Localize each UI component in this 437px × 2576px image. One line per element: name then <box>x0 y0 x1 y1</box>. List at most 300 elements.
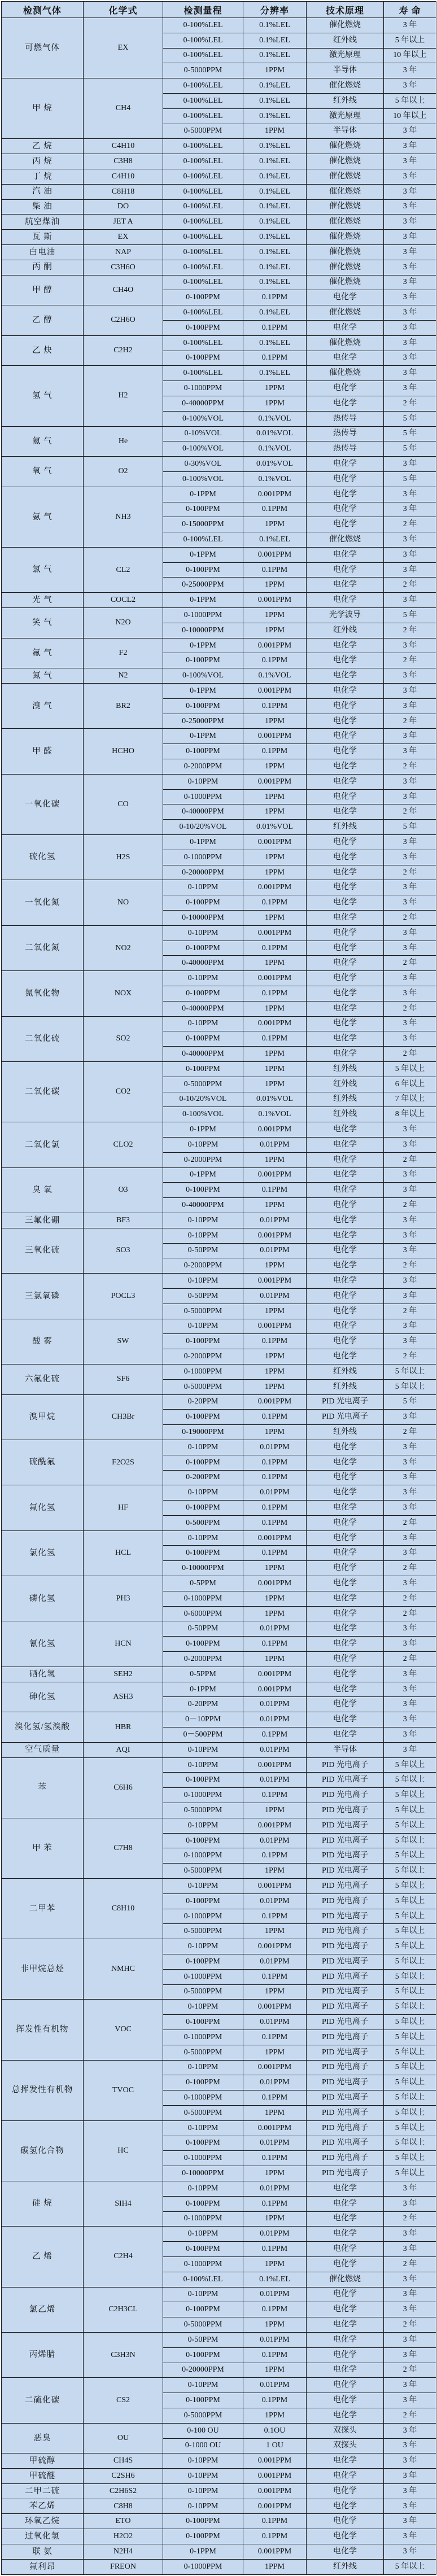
principle-cell: PID 光电离子 <box>307 2060 384 2075</box>
resolution-cell: 0.1%VOL <box>243 411 307 426</box>
resolution-cell: 0.01PPM <box>243 1773 307 1788</box>
formula-cell: PH3 <box>84 1576 163 1621</box>
formula-cell: SO3 <box>84 1228 163 1273</box>
principle-cell: 催化燃烧 <box>307 275 384 290</box>
principle-cell: 催化燃烧 <box>307 230 384 245</box>
resolution-cell: 1PPM <box>243 2559 307 2574</box>
range-cell: 0-40000PPM <box>163 956 243 971</box>
lifespan-cell: 3 年 <box>384 638 436 653</box>
range-cell: 0-100PPM <box>163 1334 243 1349</box>
range-cell: 0-50PPM <box>163 1621 243 1637</box>
range-cell: 0-100PPM <box>163 2136 243 2151</box>
range-cell: 0-5PPM <box>163 1576 243 1591</box>
lifespan-cell: 3 年 <box>384 1274 436 1289</box>
resolution-cell: 1PPM <box>243 2166 307 2181</box>
range-cell: 0-10%VOL <box>163 426 243 441</box>
range-cell: 0-100PPM <box>163 2347 243 2363</box>
resolution-cell: 0.001PPM <box>243 1122 307 1138</box>
formula-cell: HCL <box>84 1530 163 1576</box>
gas-name-cell: 二氧化硫 <box>2 1016 84 1061</box>
range-cell: 0-100%LEL <box>163 532 243 548</box>
gas-name-cell: 总挥发性有机物 <box>2 2060 84 2120</box>
lifespan-cell: 3 年 <box>384 880 436 895</box>
principle-cell: 电化学 <box>307 880 384 895</box>
resolution-cell: 0.1PPM <box>243 698 307 714</box>
resolution-cell: 0.001PPM <box>243 729 307 744</box>
range-cell: 0-100%LEL <box>163 335 243 351</box>
range-cell: 0-5000PPM <box>163 1077 243 1092</box>
formula-cell: CO <box>84 774 163 834</box>
formula-cell: C3H6O <box>84 260 163 275</box>
resolution-cell: 0.001PPM <box>243 638 307 653</box>
resolution-cell: 0.1PPM <box>243 2529 307 2544</box>
resolution-cell: 0.001PPM <box>243 2000 307 2015</box>
formula-cell: N2H4 <box>84 2544 163 2560</box>
gas-name-cell: 氟 气 <box>2 638 84 668</box>
resolution-cell: 0.001PPM <box>243 1319 307 1334</box>
lifespan-cell: 3 年 <box>384 184 436 199</box>
lifespan-cell: 3 年 <box>384 1637 436 1652</box>
resolution-cell: 0.001PPM <box>243 1757 307 1773</box>
resolution-cell: 1PPM <box>243 1349 307 1364</box>
resolution-cell: 0.1%LEL <box>243 139 307 154</box>
header-lifespan: 寿 命 <box>384 2 436 18</box>
table-row <box>2 1939 436 1954</box>
resolution-cell: 0.001PPM <box>243 1016 307 1031</box>
principle-cell: 电化学 <box>307 2499 384 2514</box>
range-cell: 0-100 OU <box>163 2423 243 2438</box>
principle-cell: 热传导 <box>307 411 384 426</box>
lifespan-cell: 3 年 <box>384 850 436 865</box>
resolution-cell: 0.01PPM <box>243 1742 307 1757</box>
principle-cell: 电化学 <box>307 517 384 532</box>
principle-cell: 催化燃烧 <box>307 139 384 154</box>
formula-cell: TVOC <box>84 2060 163 2120</box>
lifespan-cell: 7 年以上 <box>384 1092 436 1107</box>
table-row <box>2 457 436 472</box>
lifespan-cell: 3 年 <box>384 78 436 94</box>
principle-cell: PID 光电离子 <box>307 1893 384 1909</box>
formula-cell: C7H8 <box>84 1818 163 1878</box>
resolution-cell: 0.1%LEL <box>243 33 307 48</box>
lifespan-cell: 5 年以上 <box>384 1848 436 1864</box>
lifespan-cell: 3 年 <box>384 1122 436 1138</box>
range-cell: 0-5000PPM <box>163 1984 243 2000</box>
formula-cell: CH4S <box>84 2453 163 2469</box>
principle-cell: 半导体 <box>307 63 384 78</box>
principle-cell: 电化学 <box>307 2302 384 2317</box>
formula-cell: SIH4 <box>84 2181 163 2226</box>
formula-cell: EX <box>84 18 163 78</box>
resolution-cell: 1PPM <box>243 956 307 971</box>
lifespan-cell: 3 年 <box>384 1742 436 1757</box>
range-cell: 0-10PPM <box>163 880 243 895</box>
principle-cell: 电化学 <box>307 2227 384 2242</box>
range-cell: 0-100%VOL <box>163 471 243 487</box>
range-cell: 0-100PPM <box>163 1833 243 1848</box>
table-row <box>2 305 436 321</box>
table-row <box>2 2181 436 2196</box>
resolution-cell: 0.001PPM <box>243 1682 307 1697</box>
range-cell: 0-100PPM <box>163 1455 243 1470</box>
range-cell: 0-10PPM <box>163 1274 243 1289</box>
gas-name-cell: 空气质量 <box>2 1742 84 1757</box>
principle-cell: 红外线 <box>307 33 384 48</box>
range-cell: 0-10PPM <box>163 1016 243 1031</box>
principle-cell: PID 光电离子 <box>307 2166 384 2181</box>
resolution-cell: 1PPM <box>243 1425 307 1440</box>
range-cell: 0-10/20%VOL <box>163 820 243 835</box>
lifespan-cell: 3 年 <box>384 457 436 472</box>
gas-name-cell: 氟利昂 <box>2 2559 84 2574</box>
range-cell: 0-1000PPM <box>163 1591 243 1606</box>
principle-cell: 电化学 <box>307 774 384 789</box>
table-row <box>2 1879 436 1894</box>
lifespan-cell: 2 年 <box>384 865 436 880</box>
range-cell: 0－10PPM <box>163 1712 243 1727</box>
formula-cell: C8H8 <box>84 2499 163 2514</box>
table-row <box>2 487 436 502</box>
principle-cell: 电化学 <box>307 1440 384 1455</box>
lifespan-cell: 3 年 <box>384 320 436 335</box>
principle-cell: PID 光电离子 <box>307 2075 384 2090</box>
lifespan-cell: 5 年以上 <box>384 1864 436 1879</box>
lifespan-cell: 3 年 <box>384 1470 436 1485</box>
resolution-cell: 0.001PPM <box>243 2499 307 2514</box>
resolution-cell: 1PPM <box>243 789 307 804</box>
table-row <box>2 199 436 215</box>
principle-cell: 双探头 <box>307 2423 384 2438</box>
lifespan-cell: 2 年 <box>384 956 436 971</box>
gas-name-cell: 乙 醇 <box>2 305 84 336</box>
range-cell: 0-10PPM <box>163 1485 243 1501</box>
lifespan-cell: 5 年以上 <box>384 2559 436 2574</box>
range-cell: 0-100PPM <box>163 941 243 956</box>
principle-cell: 电化学 <box>307 1727 384 1743</box>
range-cell: 0-100PPM <box>163 2514 243 2529</box>
principle-cell: 电化学 <box>307 1501 384 1516</box>
range-cell: 0-10PPM <box>163 971 243 986</box>
principle-cell: 催化燃烧 <box>307 305 384 321</box>
principle-cell: 催化燃烧 <box>307 260 384 275</box>
range-cell: 0-10PPM <box>163 1818 243 1833</box>
gas-name-cell: 一氧化氮 <box>2 880 84 925</box>
resolution-cell: 1PPM <box>243 1258 307 1274</box>
principle-cell: 电化学 <box>307 698 384 714</box>
lifespan-cell: 3 年 <box>384 2499 436 2514</box>
table-row <box>2 1319 436 1334</box>
resolution-cell: 1PPM <box>243 1304 307 1319</box>
principle-cell: 电化学 <box>307 1621 384 1637</box>
principle-cell: PID 光电离子 <box>307 2015 384 2030</box>
range-cell: 0-1000PPM <box>163 381 243 396</box>
lifespan-cell: 3 年 <box>384 1228 436 1243</box>
resolution-cell: 0.1PPM <box>243 1546 307 1561</box>
resolution-cell: 0.1PPM <box>243 2242 307 2257</box>
formula-cell: H2 <box>84 366 163 426</box>
formula-cell: C2SH6 <box>84 2469 163 2484</box>
principle-cell: 红外线 <box>307 1107 384 1122</box>
resolution-cell: 0.001PPM <box>243 487 307 502</box>
range-cell: 0-100PPM <box>163 502 243 517</box>
lifespan-cell: 5 年以上 <box>384 93 436 108</box>
principle-cell: PID 光电离子 <box>307 1757 384 1773</box>
resolution-cell: 0.001PPM <box>243 593 307 608</box>
range-cell: 0－500PPM <box>163 1727 243 1743</box>
principle-cell: 电化学 <box>307 850 384 865</box>
lifespan-cell: 5 年以上 <box>384 2015 436 2030</box>
resolution-cell: 0.1PPM <box>243 2302 307 2317</box>
principle-cell: 半导体 <box>307 124 384 139</box>
formula-cell: BR2 <box>84 684 163 729</box>
range-cell: 0-100PPM <box>163 2242 243 2257</box>
principle-cell: 电化学 <box>307 1455 384 1470</box>
table-row <box>2 1061 436 1077</box>
range-cell: 0-100%LEL <box>163 305 243 321</box>
principle-cell: 催化燃烧 <box>307 154 384 169</box>
gas-name-cell: 溴化氢/氢溴酸 <box>2 1712 84 1743</box>
principle-cell: 电化学 <box>307 1712 384 1727</box>
resolution-cell: 0.1%LEL <box>243 93 307 108</box>
principle-cell: 红外线 <box>307 93 384 108</box>
principle-cell: 电化学 <box>307 925 384 941</box>
range-cell: 0-100%LEL <box>163 139 243 154</box>
lifespan-cell: 2 年 <box>384 623 436 638</box>
table-row <box>2 2453 436 2469</box>
range-cell: 0-6000PPM <box>163 1606 243 1621</box>
lifespan-cell: 2 年 <box>384 1258 436 1274</box>
table-row <box>2 835 436 850</box>
principle-cell: 电化学 <box>307 2363 384 2378</box>
principle-cell: 电化学 <box>307 804 384 820</box>
principle-cell: 电化学 <box>307 1016 384 1031</box>
lifespan-cell: 2 年 <box>384 759 436 775</box>
formula-cell: FREON <box>84 2559 163 2574</box>
principle-cell: 电化学 <box>307 1591 384 1606</box>
range-cell: 0-5000PPM <box>163 124 243 139</box>
resolution-cell: 0.01%VOL <box>243 426 307 441</box>
principle-cell: 催化燃烧 <box>307 184 384 199</box>
range-cell: 0-100PPM <box>163 320 243 335</box>
range-cell: 0-10000PPM <box>163 911 243 926</box>
range-cell: 0-5000PPM <box>163 1304 243 1319</box>
range-cell: 0-1PPM <box>163 729 243 744</box>
resolution-cell: 0.1%LEL <box>243 78 307 94</box>
formula-cell: HCHO <box>84 729 163 774</box>
resolution-cell: 0.01PPM <box>243 1954 307 1970</box>
lifespan-cell: 10 年以上 <box>384 48 436 63</box>
lifespan-cell: 3 年 <box>384 2438 436 2453</box>
resolution-cell: 0.01%VOL <box>243 457 307 472</box>
range-cell: 0-1000PPM <box>163 1848 243 1864</box>
gas-name-cell: 二氧化碳 <box>2 1061 84 1122</box>
lifespan-cell: 2 年 <box>384 1001 436 1016</box>
table-row <box>2 2423 436 2438</box>
resolution-cell: 0.01PPM <box>243 1893 307 1909</box>
resolution-cell: 0.1PPM <box>243 1183 307 1198</box>
table-row <box>2 2120 436 2136</box>
lifespan-cell: 5 年以上 <box>384 2120 436 2136</box>
range-cell: 0-10000PPM <box>163 2166 243 2181</box>
lifespan-cell: 3 年 <box>384 124 436 139</box>
lifespan-cell: 3 年 <box>384 1697 436 1712</box>
lifespan-cell: 2 年 <box>384 1152 436 1167</box>
range-cell: 0-100PPM <box>163 1061 243 1077</box>
range-cell: 0-1PPM <box>163 487 243 502</box>
resolution-cell: 0.1PPM <box>243 1334 307 1349</box>
lifespan-cell: 5 年以上 <box>384 2030 436 2045</box>
table-row <box>2 426 436 441</box>
formula-cell: C6H6 <box>84 1757 163 1818</box>
lifespan-cell: 2 年 <box>384 1425 436 1440</box>
principle-cell: 电化学 <box>307 1470 384 1485</box>
principle-cell: 电化学 <box>307 2483 384 2499</box>
resolution-cell: 1PPM <box>243 2045 307 2060</box>
resolution-cell: 0.001PPM <box>243 1667 307 1682</box>
gas-name-cell: 恶臭 <box>2 2423 84 2453</box>
formula-cell: DO <box>84 199 163 215</box>
lifespan-cell: 3 年 <box>384 2227 436 2242</box>
range-cell: 0-10PPM <box>163 1757 243 1773</box>
principle-cell: 电化学 <box>307 1001 384 1016</box>
gas-name-cell: 乙 炔 <box>2 335 84 366</box>
formula-cell: C3H3N <box>84 2332 163 2377</box>
resolution-cell: 1PPM <box>243 2408 307 2423</box>
lifespan-cell: 3 年 <box>384 562 436 578</box>
principle-cell: 电化学 <box>307 1167 384 1183</box>
lifespan-cell: 3 年 <box>384 2272 436 2287</box>
principle-cell: 电化学 <box>307 320 384 335</box>
resolution-cell: 0.1PPM <box>243 2030 307 2045</box>
gas-name-cell: 氯化氢 <box>2 1530 84 1576</box>
principle-cell: 电化学 <box>307 2514 384 2529</box>
range-cell: 0-10PPM <box>163 2181 243 2196</box>
lifespan-cell: 3 年 <box>384 1288 436 1304</box>
principle-cell: 电化学 <box>307 956 384 971</box>
gas-name-cell: 三氟化硼 <box>2 1213 84 1228</box>
resolution-cell: 0.01PPM <box>243 1288 307 1304</box>
principle-cell: 电化学 <box>307 487 384 502</box>
table-row <box>2 1621 436 1637</box>
lifespan-cell: 3 年 <box>384 215 436 230</box>
table-row <box>2 2060 436 2075</box>
range-cell: 0-100%LEL <box>163 93 243 108</box>
principle-cell: 电化学 <box>307 729 384 744</box>
resolution-cell: 0.1PPM <box>243 1410 307 1425</box>
gas-name-cell: 苯 <box>2 1757 84 1818</box>
resolution-cell: 0.1PPM <box>243 320 307 335</box>
gas-name-cell: 非甲烷总烃 <box>2 1939 84 2000</box>
range-cell: 0-100PPM <box>163 1893 243 1909</box>
range-cell: 0-100PPM <box>163 1637 243 1652</box>
lifespan-cell: 3 年 <box>384 774 436 789</box>
principle-cell: 电化学 <box>307 2196 384 2211</box>
lifespan-cell: 3 年 <box>384 1410 436 1425</box>
principle-cell: 电化学 <box>307 2317 384 2333</box>
lifespan-cell: 5 年以上 <box>384 1893 436 1909</box>
table-body <box>2 18 436 2575</box>
range-cell: 0-1PPM <box>163 1682 243 1697</box>
principle-cell: 电化学 <box>307 1334 384 1349</box>
resolution-cell: 0.01PPM <box>243 1485 307 1501</box>
range-cell: 0-10PPM <box>163 925 243 941</box>
range-cell: 0-15000PPM <box>163 517 243 532</box>
resolution-cell: 1PPM <box>243 517 307 532</box>
principle-cell: PID 光电离子 <box>307 2151 384 2166</box>
lifespan-cell: 3 年 <box>384 986 436 1001</box>
range-cell: 0-10/20%VOL <box>163 1092 243 1107</box>
gas-name-cell: 硫酰氟 <box>2 1440 84 1485</box>
range-cell: 0-1PPM <box>163 638 243 653</box>
lifespan-cell: 3 年 <box>384 1712 436 1727</box>
range-cell: 0-10000PPM <box>163 623 243 638</box>
formula-cell: F2 <box>84 638 163 668</box>
lifespan-cell: 5 年以上 <box>384 2045 436 2060</box>
gas-name-cell: 二硫化碳 <box>2 2378 84 2423</box>
lifespan-cell: 2 年 <box>384 804 436 820</box>
table-row <box>2 2000 436 2015</box>
range-cell: 0-10000PPM <box>163 1561 243 1576</box>
table-row <box>2 18 436 33</box>
table-row <box>2 1712 436 1727</box>
lifespan-cell: 3 年 <box>384 925 436 941</box>
formula-cell: HF <box>84 1485 163 1530</box>
range-cell: 0-1000PPM <box>163 1788 243 1803</box>
lifespan-cell: 3 年 <box>384 2453 436 2469</box>
gas-name-cell: 航空煤油 <box>2 215 84 230</box>
range-cell: 0-1PPM <box>163 1167 243 1183</box>
resolution-cell: 0.1PPM <box>243 351 307 366</box>
resolution-cell: 0.001PPM <box>243 1167 307 1183</box>
principle-cell: 催化燃烧 <box>307 215 384 230</box>
resolution-cell: 0.01PPM <box>243 1621 307 1637</box>
resolution-cell: 1PPM <box>243 124 307 139</box>
resolution-cell: 0.1PPM <box>243 1501 307 1516</box>
gas-name-cell: 丙 烷 <box>2 154 84 169</box>
resolution-cell: 0.001PPM <box>243 1274 307 1289</box>
resolution-cell: 1PPM <box>243 1198 307 1213</box>
principle-cell: 电化学 <box>307 1319 384 1334</box>
lifespan-cell: 3 年 <box>384 1530 436 1546</box>
resolution-cell: 1PPM <box>243 1606 307 1621</box>
range-cell: 0-100PPM <box>163 2015 243 2030</box>
lifespan-cell: 2 年 <box>384 2408 436 2423</box>
table-row <box>2 1122 436 1138</box>
principle-cell: 催化燃烧 <box>307 18 384 33</box>
range-cell: 0-10PPM <box>163 2060 243 2075</box>
range-cell: 0-500PPM <box>163 1515 243 1530</box>
resolution-cell: 0.001PPM <box>243 2483 307 2499</box>
gas-name-cell: 过氧化氢 <box>2 2529 84 2544</box>
table-row <box>2 215 436 230</box>
range-cell: 0-100%VOL <box>163 441 243 457</box>
principle-cell: PID 光电离子 <box>307 1410 384 1425</box>
resolution-cell: 1PPM <box>243 2211 307 2227</box>
lifespan-cell: 5 年 <box>384 820 436 835</box>
range-cell: 0-100PPM <box>163 653 243 668</box>
resolution-cell: 0.1%LEL <box>243 18 307 33</box>
range-cell: 0-10PPM <box>163 2453 243 2469</box>
principle-cell: PID 光电离子 <box>307 2030 384 2045</box>
formula-cell: NO <box>84 880 163 925</box>
resolution-cell: 1PPM <box>243 1864 307 1879</box>
lifespan-cell: 3 年 <box>384 1727 436 1743</box>
table-row <box>2 2287 436 2302</box>
lifespan-cell: 3 年 <box>384 351 436 366</box>
range-cell: 0-100%LEL <box>163 2272 243 2287</box>
formula-cell: AQI <box>84 1742 163 1757</box>
lifespan-cell: 3 年 <box>384 547 436 562</box>
